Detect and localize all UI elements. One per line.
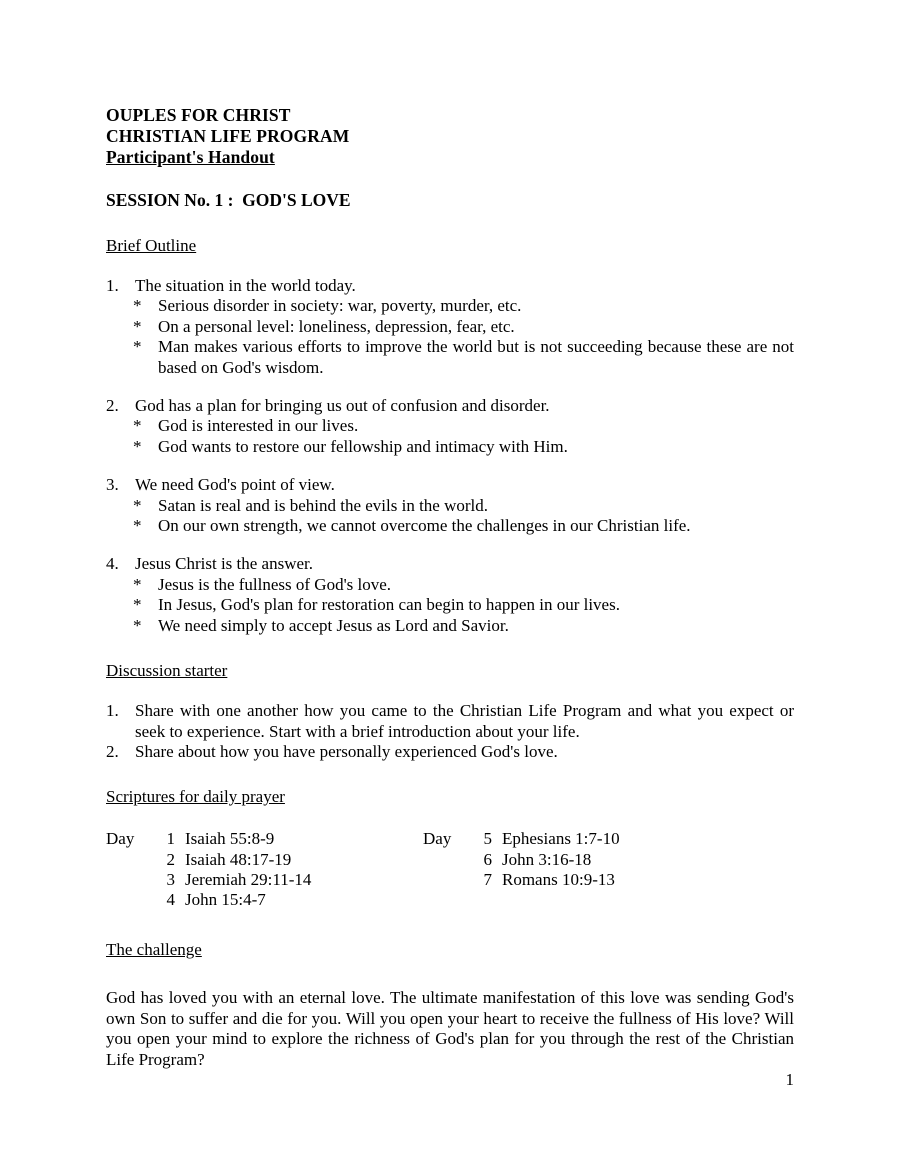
- outline-subitem: [106, 595, 794, 615]
- list-number: 1.: [106, 276, 119, 295]
- outline-item-main: [106, 475, 794, 495]
- asterisk-bullet-icon: *: [133, 316, 142, 336]
- subitem-text: Satan is real and is behind the evils in the world.: [158, 495, 489, 515]
- challenge-heading: The challenge: [106, 940, 202, 960]
- day-number: 7: [483, 870, 492, 890]
- discussion-item: [106, 701, 794, 742]
- list-text: God has a plan for bringing us out of confusion and disorder.: [135, 396, 550, 416]
- scripture-reference: John 15:4-7: [185, 890, 266, 910]
- subitem-text: On our own strength, we cannot overcome the challenges in our Christian life.: [158, 516, 691, 536]
- page-number: 1: [785, 1070, 794, 1089]
- challenge-paragraph: God has loved you with an eternal love. The ultimate manifestation of this love was sending God's own Son to suffer and die for you. Will you open your heart to receive the fullness of His love? Will you open your mind to explore the richness of God's plan for you through the rest of the Christian Life Program?: [106, 988, 794, 1069]
- list-text: We need God's point of view.: [135, 475, 335, 495]
- day-number: 4: [166, 890, 175, 910]
- session-title: SESSION No. 1 : GOD'S LOVE: [106, 190, 351, 210]
- list-number: 2.: [106, 741, 119, 761]
- day-label: Day: [106, 829, 135, 849]
- scripture-reference: Isaiah 55:8-9: [185, 829, 275, 849]
- discussion-item-text: Share about how you have personally experienced God's love.: [135, 741, 558, 761]
- discussion-starter-section: [106, 660, 794, 762]
- list-number: 3.: [106, 475, 119, 495]
- scriptures-heading: Scriptures for daily prayer: [106, 787, 285, 807]
- discussion-starter-heading: Discussion starter: [106, 661, 228, 681]
- brief-outline-section: [106, 235, 794, 636]
- subitem-text: God wants to restore our fellowship and intimacy with Him.: [158, 436, 568, 456]
- brief-outline-heading: Brief Outline: [106, 236, 197, 255]
- outline-item-2: [106, 396, 794, 457]
- outline-subitem: [106, 296, 794, 316]
- organization-title-line-2: CHRISTIAN LIFE PROGRAM: [106, 126, 350, 146]
- scripture-reference: Jeremiah 29:11-14: [185, 870, 312, 890]
- subitem-text: Jesus is the fullness of God's love.: [158, 574, 392, 594]
- asterisk-bullet-icon: *: [133, 595, 142, 615]
- scriptures-section: [106, 786, 794, 917]
- subitem-text: We need simply to accept Jesus as Lord and Savior.: [158, 615, 509, 635]
- discussion-item: [106, 742, 794, 762]
- scripture-reference: Romans 10:9-13: [502, 870, 615, 890]
- document-header: [106, 105, 794, 211]
- outline-subitem: [106, 337, 794, 378]
- outline-item-3: [106, 475, 794, 536]
- list-text: Jesus Christ is the answer.: [135, 554, 314, 574]
- outline-subitem: [106, 437, 794, 457]
- outline-item-1: [106, 276, 794, 378]
- list-number: 1.: [106, 701, 119, 721]
- list-number: 2.: [106, 396, 119, 416]
- scripture-reference: Ephesians 1:7-10: [502, 829, 620, 849]
- outline-item-4: [106, 554, 794, 636]
- scripture-reference: John 3:16-18: [502, 849, 592, 869]
- outline-item-main: [106, 396, 794, 416]
- discussion-starter-list: [106, 701, 794, 762]
- asterisk-bullet-icon: *: [133, 516, 142, 536]
- day-number: 6: [483, 849, 492, 869]
- subitem-text: Man makes various efforts to improve the world but is not succeeding because these are not based on God's wisdom.: [158, 337, 794, 377]
- asterisk-bullet-icon: *: [133, 495, 142, 515]
- organization-title-line-1: OUPLES FOR CHRIST: [106, 105, 291, 125]
- outline-item-main: [106, 276, 794, 296]
- day-number: 5: [483, 829, 492, 849]
- outline-subitem: [106, 416, 794, 436]
- asterisk-bullet-icon: *: [133, 416, 142, 436]
- scripture-reference: Isaiah 48:17-19: [185, 849, 292, 869]
- day-number: 1: [166, 829, 175, 849]
- list-number: 4.: [106, 554, 119, 574]
- outline-subitem: [106, 575, 794, 595]
- outline-subitem: [106, 516, 794, 536]
- day-number: 3: [166, 870, 175, 890]
- outline-subitem: [106, 616, 794, 636]
- challenge-section: [106, 939, 794, 1070]
- discussion-item-text: Share with one another how you came to the Christian Life Program and what you expect or seek to experience. Start with a brief introduction about your life.: [135, 701, 794, 741]
- asterisk-bullet-icon: *: [133, 296, 142, 316]
- asterisk-bullet-icon: *: [133, 615, 142, 635]
- scripture-table: [106, 829, 794, 917]
- subitem-text: On a personal level: loneliness, depression, fear, etc.: [158, 316, 515, 336]
- subitem-text: In Jesus, God's plan for restoration can begin to happen in our lives.: [158, 595, 620, 615]
- subitem-text: Serious disorder in society: war, poverty, murder, etc.: [158, 296, 522, 316]
- outline-subitem: [106, 317, 794, 337]
- document-body: [106, 105, 794, 1087]
- outline-subitem: [106, 496, 794, 516]
- subitem-text: God is interested in our lives.: [158, 416, 359, 436]
- asterisk-bullet-icon: *: [133, 436, 142, 456]
- outline-item-main: [106, 554, 794, 574]
- day-number: 2: [166, 849, 175, 869]
- asterisk-bullet-icon: *: [133, 337, 142, 357]
- day-label: Day: [423, 829, 452, 849]
- list-text: The situation in the world today.: [135, 276, 356, 295]
- asterisk-bullet-icon: *: [133, 574, 142, 594]
- handout-subtitle: Participant's Handout: [106, 147, 275, 167]
